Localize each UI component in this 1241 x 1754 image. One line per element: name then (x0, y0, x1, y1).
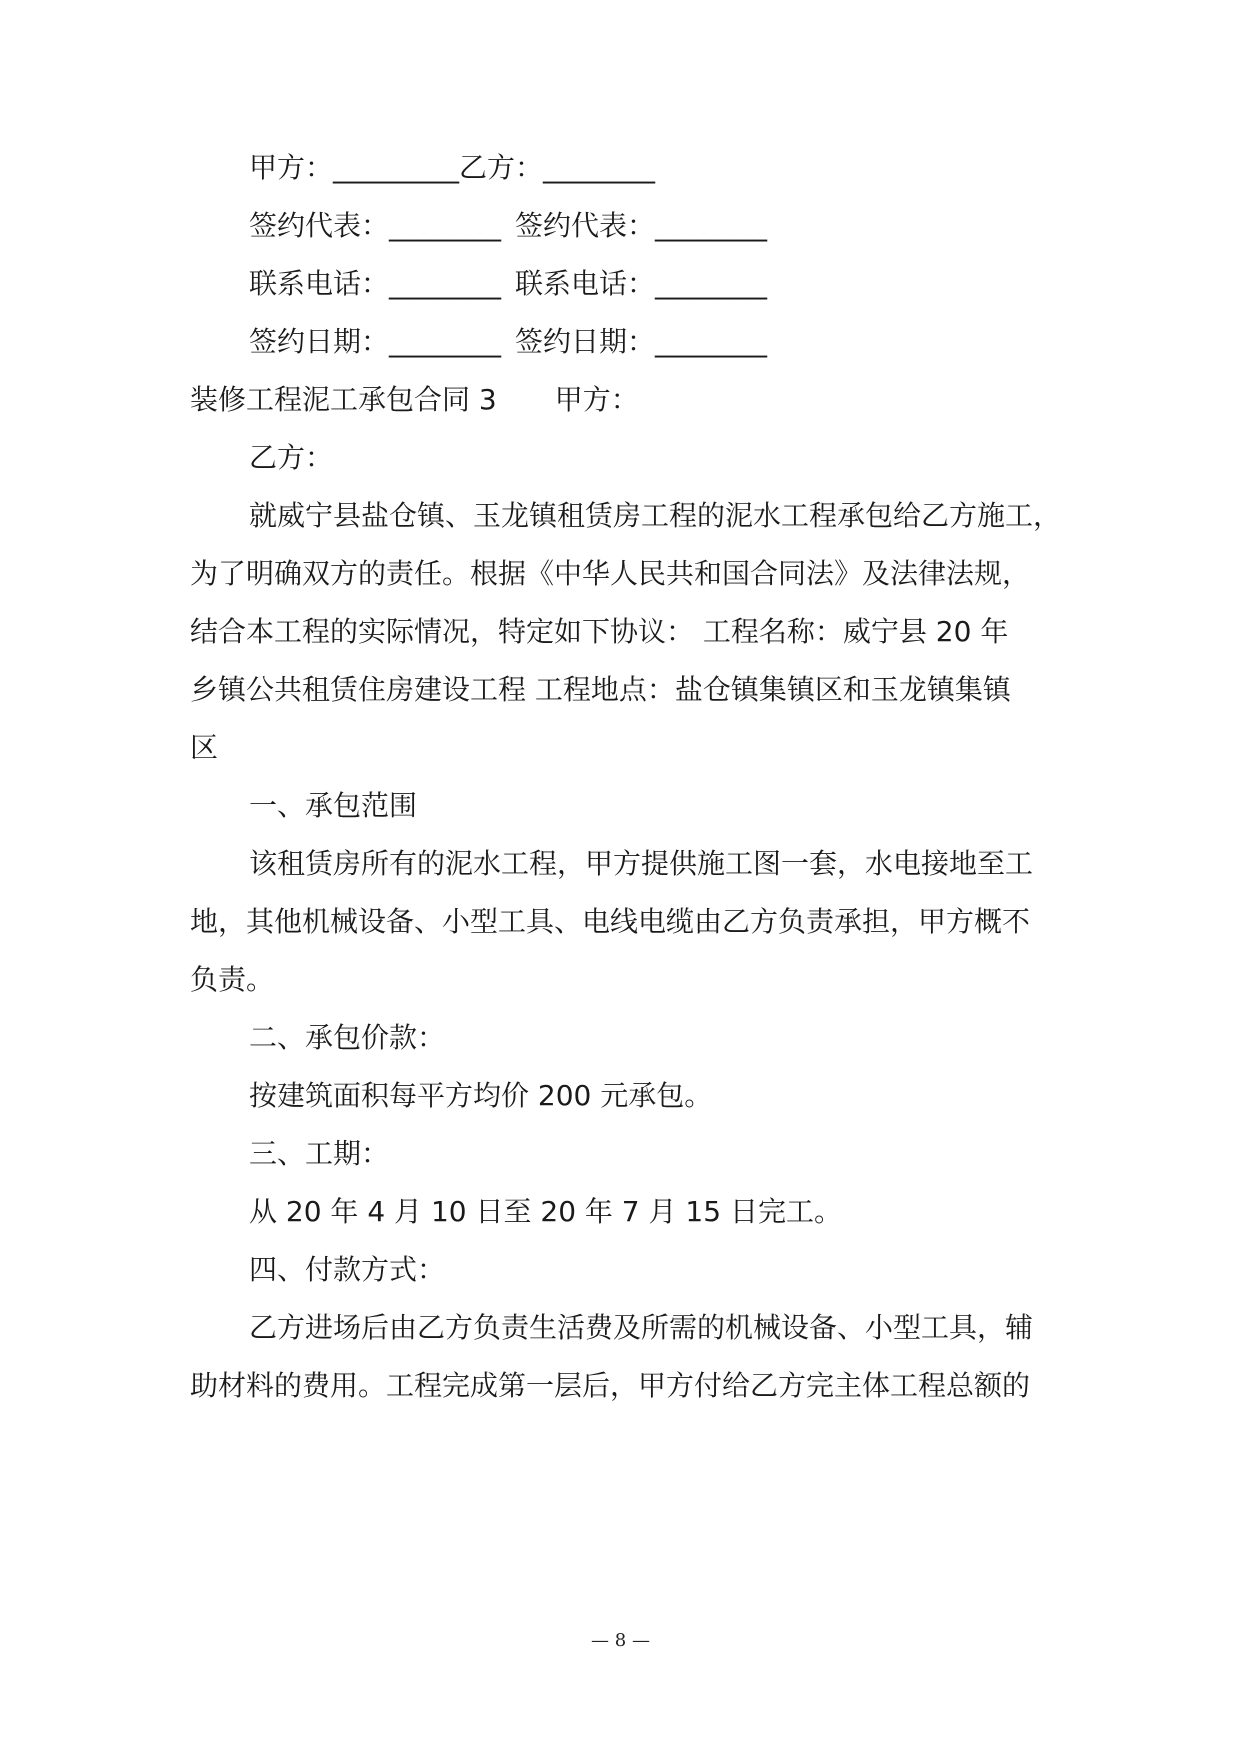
phone-a: 联系电话：________ (249, 267, 502, 300)
representative-a: 签约代表：________ (249, 209, 502, 242)
intro-line-2: 为了明确双方的责任。根据《中华人民共和国合同法》及法律法规， (190, 557, 1031, 590)
representative-b: 签约代表：________ (515, 209, 768, 242)
party-a-blank: 甲方：_________ (249, 151, 460, 184)
party-a-label: 甲方： (554, 383, 639, 416)
section-4-line-1: 乙方进场后由乙方负责生活费及所需的机械设备、小型工具，辅 (249, 1311, 1034, 1344)
date-a: 签约日期：________ (249, 325, 502, 358)
party-b-blank: 乙方：________ (459, 151, 656, 184)
signature-row-representative (249, 208, 767, 244)
section-3-line-1: 从 20 年 4 月 10 日至 20 年 7 月 15 日完工。 (249, 1195, 842, 1228)
section-2-title: 二、承包价款： (249, 1021, 446, 1054)
contract-title: 装修工程泥工承包合同 3 (190, 383, 497, 416)
section-1-line-2: 地，其他机械设备、小型工具、电线电缆由乙方负责承担，甲方概不 (190, 905, 1031, 938)
intro-line-4: 乡镇公共租赁住房建设工程 工程地点：盐仓镇集镇区和玉龙镇集镇 (190, 673, 1011, 706)
signature-row-parties (249, 150, 655, 186)
page-number: — 8 — (591, 1630, 650, 1651)
section-4-title: 四、付款方式： (249, 1253, 446, 1286)
section-2-line-1: 按建筑面积每平方均价 200 元承包。 (249, 1079, 713, 1112)
phone-b: 联系电话：________ (515, 267, 768, 300)
intro-line-1: 就威宁县盐仓镇、玉龙镇租赁房工程的泥水工程承包给乙方施工， (249, 499, 1062, 532)
intro-line-3: 结合本工程的实际情况，特定如下协议： 工程名称：威宁县 20 年 (190, 615, 1009, 648)
section-3-title: 三、工期： (249, 1137, 390, 1170)
contract-heading-row (190, 382, 639, 418)
intro-line-5: 区 (190, 731, 219, 764)
section-1-title: 一、承包范围 (249, 789, 418, 822)
party-b-label: 乙方： (249, 441, 334, 474)
signature-row-phone (249, 266, 767, 302)
section-1-line-3: 负责。 (190, 963, 275, 996)
signature-row-date (249, 324, 767, 360)
section-4-line-2: 助材料的费用。工程完成第一层后，甲方付给乙方完主体工程总额的 (190, 1369, 1031, 1402)
section-1-line-1: 该租赁房所有的泥水工程，甲方提供施工图一套，水电接地至工 (249, 847, 1034, 880)
date-b: 签约日期：________ (515, 325, 768, 358)
